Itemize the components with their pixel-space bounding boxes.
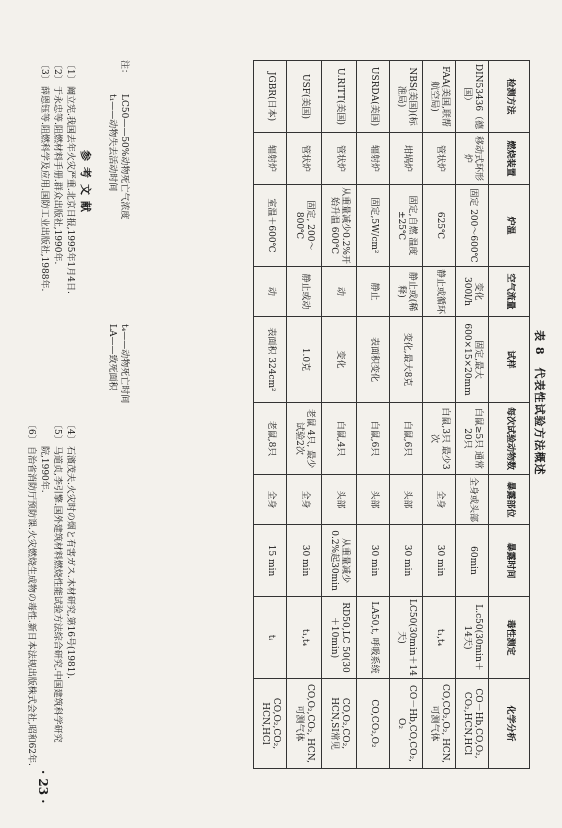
table-cell: CO,O₂,CO₂, HCN,HCl — [254, 679, 287, 769]
table-row — [423, 61, 456, 769]
table-cell: 室温＋600℃ — [254, 185, 287, 267]
table-cell: 管状炉 — [287, 133, 322, 185]
table-cell: L.c50(30min＋14天) — [456, 597, 489, 679]
test-methods-table — [253, 60, 530, 769]
table-row — [322, 61, 357, 769]
table-cell: USF(美国) — [287, 61, 322, 133]
table-cell: 静止或(稀释) — [390, 267, 423, 317]
table-cell: 老鼠 4只, 最少试验2次 — [287, 403, 322, 475]
table-cell: 固定,5W/cm² — [357, 185, 390, 267]
table-notes — [106, 60, 130, 768]
table-cell: 静止或循环 — [423, 267, 456, 317]
note-item: t₁——动物失去活动时间 — [106, 94, 117, 192]
table-row — [287, 61, 322, 769]
header-cell: 试样 — [489, 317, 530, 403]
references-title: 参考文献 — [79, 150, 92, 218]
table-cell: 动 — [254, 267, 287, 317]
header-cell: 每次试验动物数 — [489, 403, 530, 475]
table-row — [357, 61, 390, 769]
table-cell: CO,O₂,CO₂, HCN,可测气体 — [287, 679, 322, 769]
page-number: · 23 · — [36, 770, 50, 804]
reference-item — [37, 60, 50, 408]
header-cell: 暴露部位 — [489, 475, 530, 525]
reference-number: 〔5〕 — [51, 420, 62, 444]
table-cell: CO,CO₂,O₂ — [357, 679, 390, 769]
reference-number: 〔3〕 — [38, 60, 49, 84]
table-cell: t₁,t₄ — [423, 597, 456, 679]
reference-text: 石濱茂夫.火灾时の烟と有害ガス.木材研究,第16号(1981). — [65, 446, 75, 679]
note-item: t₄——动物死亡时间 — [119, 324, 129, 404]
table-cell: 全身或头部 — [456, 475, 489, 525]
table-cell: NBS(美国)(标准局) — [390, 61, 423, 133]
reference-text: 自治省消防厅预防课.火灾燃烧生成物の毒性.新日本法规出版株式会社,昭和62年. — [25, 446, 36, 766]
table-cell: JGBR(日本) — [254, 61, 287, 133]
table-cell: 坩埚炉 — [390, 133, 423, 185]
table-cell: 管状炉 — [322, 133, 357, 185]
table-cell: 头部 — [322, 475, 357, 525]
table-cell: 头部 — [390, 475, 423, 525]
table-cell: 辐射炉 — [254, 133, 287, 185]
table-cell: LC50(30min＋14天) — [390, 597, 423, 679]
header-cell: 暴露时间 — [489, 525, 530, 597]
table-cell: t₁,t₄ — [287, 597, 322, 679]
table-cell: 30 min — [423, 525, 456, 597]
header-cell: 化学分析 — [489, 679, 530, 769]
table-cell: 白鼠,6只 — [357, 403, 390, 475]
reference-item — [24, 420, 37, 768]
table-cell: 变化,最大8克 — [390, 317, 423, 403]
header-cell: 空气流量 — [489, 267, 530, 317]
table-header-row — [489, 61, 530, 769]
reference-text: 阚立宪.我国去年火灾严重.北京日报,1995年1月4日. — [65, 86, 75, 294]
table-row — [254, 61, 287, 769]
table-cell: CO－Hb,CO,CO₂, O₂ — [390, 679, 423, 769]
table-cell: RD50,LC 50(30＋10min) — [322, 597, 357, 679]
reference-number: 〔4〕 — [65, 420, 75, 444]
reference-number: 〔1〕 — [65, 60, 75, 84]
table-cell: 表面积 324cm² — [254, 317, 287, 403]
table-cell: 全身 — [423, 475, 456, 525]
table-cell: 变化 300l/h — [456, 267, 489, 317]
table-cell: 从重量减少0.2%开始升温 600℃ — [322, 185, 357, 267]
table-cell: 固定, 200～800℃ — [287, 185, 322, 267]
header-cell: 燃烧装置 — [489, 133, 530, 185]
table-cell: CO－Hb,CO,O₂, CO₂,HCN,HCl — [456, 679, 489, 769]
reference-item — [63, 60, 76, 408]
note-item: LC50——50%动物死亡气浓度 — [119, 94, 129, 220]
table-cell: 全身 — [254, 475, 287, 525]
table-cell: 老鼠,8只 — [254, 403, 287, 475]
table-cell: 全身 — [287, 475, 322, 525]
table-cell: CO,O₂,CO₂, HCN,SI常见 — [322, 679, 357, 769]
table-cell: 辐射炉 — [357, 133, 390, 185]
table-cell: 管状炉 — [423, 133, 456, 185]
table-cell: 15 min — [254, 525, 287, 597]
table-cell — [423, 317, 456, 403]
table-cell: 动 — [322, 267, 357, 317]
table-cell: 移动式环形炉 — [456, 133, 489, 185]
table-cell: DIN53436（德国） — [456, 61, 489, 133]
table-cell: 30 min — [357, 525, 390, 597]
reference-text: 马道贞,李引擎.国外建筑材料燃烧性能试验方法综合研究.中国建筑科学研究院,1990年. — [38, 446, 62, 743]
table-cell: 60min — [456, 525, 489, 597]
table-cell: 30 min — [287, 525, 322, 597]
table-cell: 表面积变化 — [357, 317, 390, 403]
reference-item — [63, 420, 76, 768]
table-cell: 白鼠≥5只 通常20只 — [456, 403, 489, 475]
table-cell: tᵢ — [254, 597, 287, 679]
table-cell: 静止或动 — [287, 267, 322, 317]
table-cell: 变化 — [322, 317, 357, 403]
reference-item — [37, 420, 63, 768]
table-cell: LA50,t, 呼吸系统 — [357, 597, 390, 679]
table-row — [456, 61, 489, 769]
reference-number: 〔6〕 — [25, 420, 36, 444]
header-cell: 炉温 — [489, 185, 530, 267]
reference-text: 于永忠等.阻燃材料手册.群众出版社,1990年. — [51, 86, 62, 265]
table-cell: FAA(美国,联帮航空局) — [423, 61, 456, 133]
table-cell: 白鼠,4只 — [322, 403, 357, 475]
table-cell: 1.0克 — [287, 317, 322, 403]
reference-item — [50, 60, 63, 408]
notes-label: 注： — [119, 60, 129, 79]
table-cell: 从重量减少0.2%起30min — [322, 525, 357, 597]
table-cell: 静止 — [357, 267, 390, 317]
table-cell: 固定,最大 600×15×20mm — [456, 317, 489, 403]
table-caption: 表 8 代表性试验方法概述 — [533, 330, 546, 476]
note-item: LA——致死面积 — [106, 324, 117, 391]
table-cell: 白鼠,6只 — [390, 403, 423, 475]
table-cell: U.RITT(美国) — [322, 61, 357, 133]
reference-text: 薛恩钰等.阻燃科学及应用.国防工业出版社,1988年. — [38, 86, 49, 292]
table-row — [390, 61, 423, 769]
reference-number: 〔2〕 — [51, 60, 62, 84]
header-cell: 检测方法 — [489, 61, 530, 133]
table-cell: 头部 — [357, 475, 390, 525]
table-cell: 固定 200～600℃ — [456, 185, 489, 267]
table-cell: 625℃ — [423, 185, 456, 267]
table-cell: 30 min — [390, 525, 423, 597]
table-cell: CO,CO₂,O₂, HCN,可测气体 — [423, 679, 456, 769]
table-cell: 白鼠,3只 最少3次 — [423, 403, 456, 475]
header-cell: 毒性测定 — [489, 597, 530, 679]
table-cell: 固定,自燃 温度±25℃ — [390, 185, 423, 267]
references-list — [24, 60, 76, 768]
table-cell: USRDA(美国) — [357, 61, 390, 133]
